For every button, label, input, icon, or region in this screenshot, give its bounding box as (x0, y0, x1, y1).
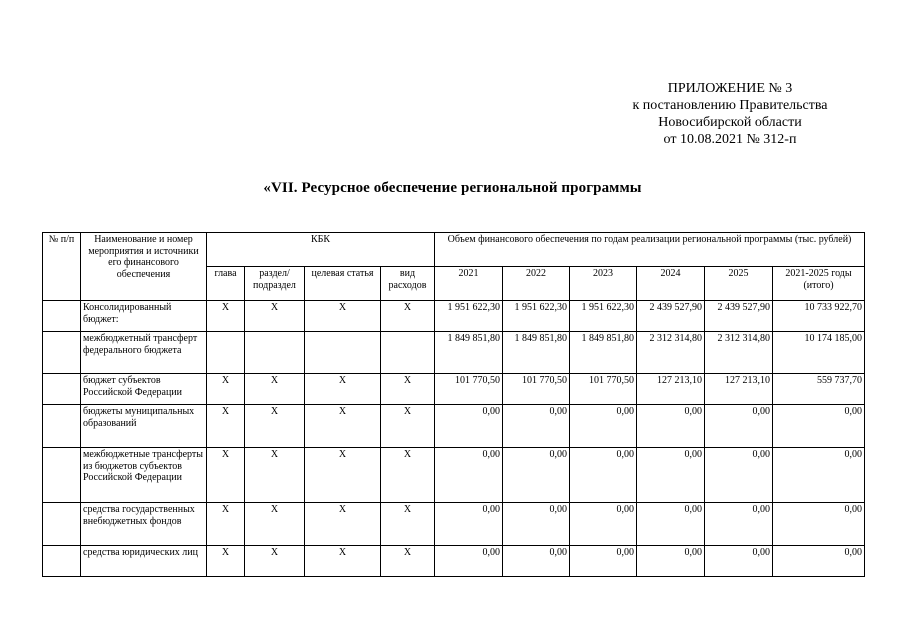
header-year: 2022 (503, 267, 570, 301)
value-cell: 127 213,10 (705, 374, 773, 405)
value-cell: 0,00 (435, 448, 503, 503)
kbk-vid (381, 332, 435, 374)
row-name: межбюджетные трансферты из бюджетов субъектов Российской Федерации (81, 448, 207, 503)
table-row (43, 503, 865, 546)
row-num (43, 503, 81, 546)
kbk-statya: X (305, 405, 381, 448)
kbk-statya: X (305, 374, 381, 405)
kbk-glava (207, 332, 245, 374)
table-row (43, 546, 865, 577)
kbk-statya (305, 332, 381, 374)
kbk-vid: X (381, 301, 435, 332)
kbk-razdel: X (245, 448, 305, 503)
kbk-razdel (245, 332, 305, 374)
value-cell: 0,00 (637, 448, 705, 503)
value-cell: 0,00 (705, 448, 773, 503)
value-cell: 0,00 (570, 546, 637, 577)
appendix-line-3: Новосибирской области (658, 115, 802, 130)
kbk-vid: X (381, 405, 435, 448)
kbk-razdel: X (245, 503, 305, 546)
row-num (43, 405, 81, 448)
value-cell: 1 951 622,30 (503, 301, 570, 332)
row-name: средства государственных внебюджетных фондов (81, 503, 207, 546)
value-cell: 0,00 (503, 405, 570, 448)
header-statya: целевая статья (305, 267, 381, 301)
appendix-block (560, 80, 900, 148)
value-cell: 1 849 851,80 (435, 332, 503, 374)
header-kbk: КБК (207, 233, 435, 267)
value-cell: 1 951 622,30 (570, 301, 637, 332)
kbk-statya: X (305, 448, 381, 503)
header-year: 2025 (705, 267, 773, 301)
row-name: Консолидированный бюджет: (81, 301, 207, 332)
header-year: 2021 (435, 267, 503, 301)
value-cell: 2 439 527,90 (705, 301, 773, 332)
kbk-glava: X (207, 374, 245, 405)
header-year: 2023 (570, 267, 637, 301)
row-num (43, 374, 81, 405)
kbk-glava: X (207, 546, 245, 577)
value-cell: 2 439 527,90 (637, 301, 705, 332)
value-cell: 2 312 314,80 (705, 332, 773, 374)
kbk-vid: X (381, 448, 435, 503)
header-vid: вид расходов (381, 267, 435, 301)
value-total: 0,00 (773, 405, 865, 448)
header-glava: глава (207, 267, 245, 301)
value-cell: 0,00 (570, 448, 637, 503)
kbk-razdel: X (245, 546, 305, 577)
table-row (43, 332, 865, 374)
section-title: «VII. Ресурсное обеспечение региональной программы (263, 180, 642, 196)
value-cell: 0,00 (570, 405, 637, 448)
value-total: 10 174 185,00 (773, 332, 865, 374)
row-num (43, 448, 81, 503)
value-cell: 0,00 (570, 503, 637, 546)
value-cell: 1 849 851,80 (503, 332, 570, 374)
kbk-glava: X (207, 301, 245, 332)
row-name: бюджет субъектов Российской Федерации (81, 374, 207, 405)
value-cell: 1 951 622,30 (435, 301, 503, 332)
kbk-razdel: X (245, 405, 305, 448)
appendix-line-4: от 10.08.2021 № 312-п (663, 132, 797, 147)
value-cell: 0,00 (705, 546, 773, 577)
header-volume: Объем финансового обеспечения по годам реализации региональной программы (тыс. рублей) (435, 233, 865, 267)
table-row (43, 374, 865, 405)
appendix-line-2: к постановлению Правительства (632, 98, 828, 113)
value-cell: 0,00 (435, 405, 503, 448)
value-cell: 2 312 314,80 (637, 332, 705, 374)
value-cell: 0,00 (705, 405, 773, 448)
kbk-vid: X (381, 546, 435, 577)
kbk-vid: X (381, 503, 435, 546)
header-num: № п/п (43, 233, 81, 301)
appendix-line-1: ПРИЛОЖЕНИЕ № 3 (667, 81, 793, 96)
value-cell: 0,00 (637, 405, 705, 448)
kbk-razdel: X (245, 301, 305, 332)
value-cell: 1 849 851,80 (570, 332, 637, 374)
row-name: бюджеты муниципальных образований (81, 405, 207, 448)
kbk-vid: X (381, 374, 435, 405)
value-cell: 0,00 (503, 503, 570, 546)
header-name: Наименование и номер мероприятия и источники его финансового обеспечения (81, 233, 207, 301)
value-total: 0,00 (773, 448, 865, 503)
value-cell: 127 213,10 (637, 374, 705, 405)
value-cell: 0,00 (637, 503, 705, 546)
header-year-total: 2021-2025 годы (итого) (773, 267, 865, 301)
kbk-glava: X (207, 448, 245, 503)
row-num (43, 301, 81, 332)
kbk-statya: X (305, 301, 381, 332)
table-row (43, 405, 865, 448)
kbk-razdel: X (245, 374, 305, 405)
table-row (43, 448, 865, 503)
row-name: межбюджетный трансферт федерального бюджета (81, 332, 207, 374)
value-cell: 0,00 (435, 546, 503, 577)
header-razdel: раздел/ подраздел (245, 267, 305, 301)
row-num (43, 546, 81, 577)
value-cell: 101 770,50 (570, 374, 637, 405)
kbk-glava: X (207, 503, 245, 546)
value-total: 0,00 (773, 503, 865, 546)
row-num (43, 332, 81, 374)
value-cell: 101 770,50 (503, 374, 570, 405)
resource-table (42, 232, 865, 577)
value-cell: 0,00 (705, 503, 773, 546)
value-total: 0,00 (773, 546, 865, 577)
value-total: 10 733 922,70 (773, 301, 865, 332)
value-cell: 0,00 (503, 448, 570, 503)
value-cell: 0,00 (435, 503, 503, 546)
kbk-glava: X (207, 405, 245, 448)
table-row (43, 301, 865, 332)
kbk-statya: X (305, 546, 381, 577)
value-cell: 0,00 (503, 546, 570, 577)
value-cell: 0,00 (637, 546, 705, 577)
value-cell: 101 770,50 (435, 374, 503, 405)
value-total: 559 737,70 (773, 374, 865, 405)
row-name: средства юридических лиц (81, 546, 207, 577)
header-year: 2024 (637, 267, 705, 301)
kbk-statya: X (305, 503, 381, 546)
